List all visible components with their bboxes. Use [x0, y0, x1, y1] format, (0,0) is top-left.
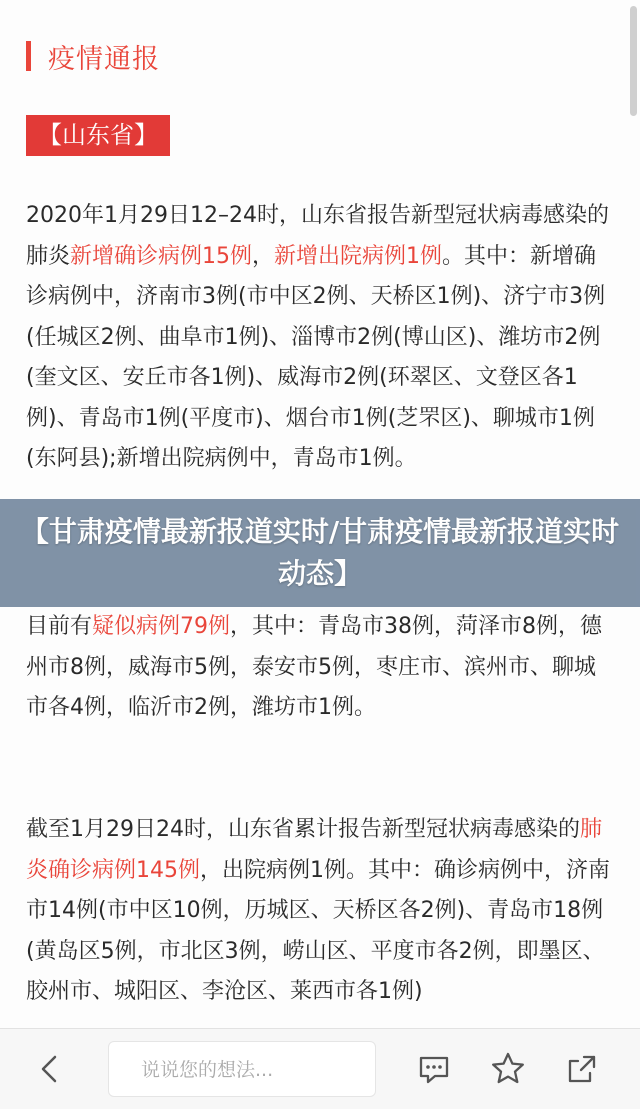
highlight-new-confirmed: 新增确诊病例15例 — [70, 243, 253, 269]
highlight-suspected: 疑似病例79例 — [92, 614, 231, 639]
highlight-new-discharged: 新增出院病例1例 — [274, 243, 443, 269]
bottom-toolbar — [0, 1028, 640, 1109]
share-icon[interactable] — [562, 1049, 602, 1089]
province-tag: 【山东省】 — [26, 115, 170, 156]
paragraph-text: 2020年1月29日12–24时，山东省报告新型冠状病毒感染的肺炎 — [26, 203, 609, 269]
paragraph-new-cases — [26, 196, 612, 480]
headline-title: 【甘肃疫情最新报道实时/甘肃疫情最新报道实时动态】 — [20, 515, 620, 590]
paragraph-suspected — [26, 607, 612, 729]
headline-banner — [0, 499, 640, 607]
section-title: 疫情通报 — [48, 43, 160, 75]
paragraph-text: ， — [252, 243, 275, 269]
star-icon[interactable] — [488, 1049, 528, 1089]
paragraph-text: ，出院病例1例。其中：确诊病例中，济南市14例(市中区10例，历城区、天桥区各2例)、青岛市18例(黄岛区5例，市北区3例，崂山区、平度市各2例，即墨区、胶州市、城阳区、李沧区、莱西市各1例) — [26, 857, 610, 1004]
highlight-cumulative: 肺炎确诊病例145例 — [26, 817, 603, 883]
paragraph-cumulative — [26, 810, 612, 1013]
paragraph-text: 。其中：新增确诊病例中，济南市3例(市中区2例、天桥区1例)、济宁市3例(任城区2例、曲阜市1例)、淄博市2例(博山区)、潍坊市2例(奎文区、安丘市各1例)、威海市2例(环翠区、文登区各1例)、青岛市1例(平度市)、烟台市1例(芝罘区)、聊城市1例(东阿县);新增出院病例中，青岛市1例。 — [26, 243, 606, 471]
paragraph-text: ，其中：青岛市38例，菏泽市8例，德州市8例，威海市5例，泰安市5例，枣庄市、滨州市、聊城市各4例，临沂市2例，潍坊市1例。 — [26, 614, 603, 720]
section-accent-bar — [26, 41, 31, 71]
scrollbar[interactable] — [630, 6, 637, 116]
section-header — [26, 36, 160, 76]
chevron-left-icon[interactable] — [30, 1049, 70, 1089]
comment-icon[interactable] — [414, 1049, 454, 1089]
comment-input[interactable]: 说说您的想法... — [108, 1041, 376, 1097]
paragraph-text: 截至1月29日24时，山东省累计报告新型冠状病毒感染的 — [26, 817, 580, 842]
paragraph-text: 目前有 — [26, 614, 93, 639]
